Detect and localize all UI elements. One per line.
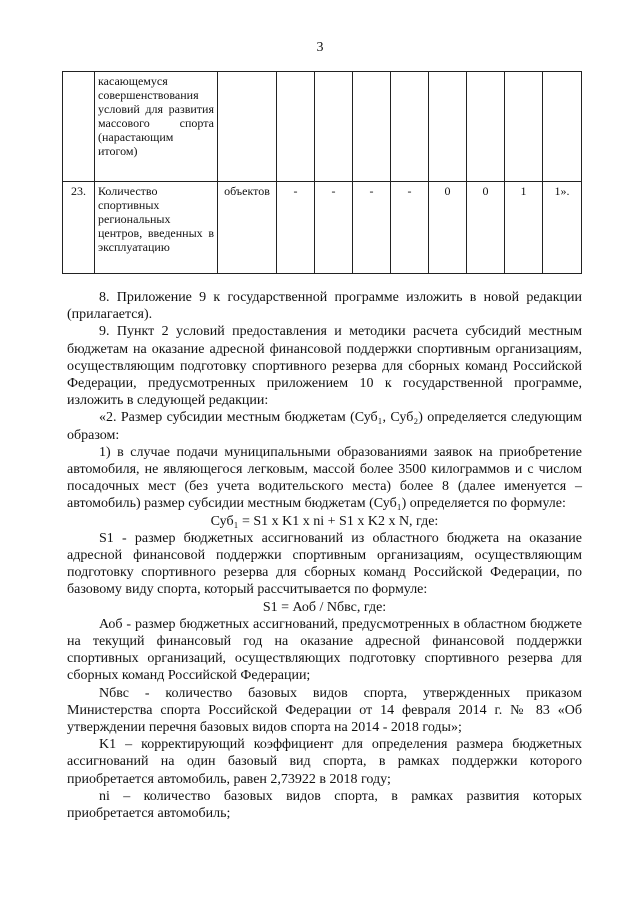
- paragraph: S1 - размер бюджетных ассигнований из областного бюджета на оказание адресной финансовой поддержки спортивным организациям, осуществляющим подготовку спортивного резерва для сборных команд Российской Федерации, по базовому виду спорта, который рассчитывается по формуле:: [67, 530, 582, 598]
- document-body: [67, 289, 582, 822]
- value-cell: [543, 72, 582, 182]
- formula: S1 = Аоб / Nбвс, где:: [262, 599, 387, 615]
- value-cell: -: [353, 182, 391, 274]
- table-row: [63, 182, 582, 274]
- value-cell: 1: [505, 182, 543, 274]
- value-cell: -: [391, 182, 429, 274]
- value-cell: 0: [429, 182, 467, 274]
- paragraph: Nбвс - количество базовых видов спорта, утвержденных приказом Министерства спорта Российской Федерации от 14 февраля 2014 г. № 83 «Об утверждении перечня базовых видов спорта на 2014 - 2018 годы»;: [67, 685, 582, 736]
- paragraph: Аоб - размер бюджетных ассигнований, предусмотренных в областном бюджете на текущий финансовый год на оказание адресной финансовой поддержки спортивных организаций, осуществляющих подготовку спортивного резерва для сборных команд Российской Федерации;: [67, 616, 582, 684]
- value-cell: [429, 72, 467, 182]
- indicator-name-cell: касающемуся совершенствования условий для развития массового спорта (нарастающим итогом): [95, 72, 218, 182]
- value-cell: -: [315, 182, 353, 274]
- value-cell: [315, 72, 353, 182]
- row-number-cell: 23.: [63, 182, 95, 274]
- paragraph: 8. Приложение 9 к государственной программе изложить в новой редакции (прилагается).: [67, 290, 582, 323]
- paragraph: ni – количество базовых видов спорта, в рамках развития которых приобретается автомобиль;: [67, 788, 582, 822]
- paragraph: 1) в случае подачи муниципальными образованиями заявок на приобретение автомобиля, не являющегося легковым, массой более 3500 килограммов и с числом посадочных мест (без учета водительского места) более 8 (далее именуется – автомобиль) размер субсидии местным бюджетам (Суб₁) определяется по формуле:: [67, 444, 582, 512]
- paragraph: 9. Пункт 2 условий предоставления и методики расчета субсидий местным бюджетам на оказание адресной финансовой поддержки спортивным организациям, осуществляющим подготовку спортивного резерва для сборных команд Российской Федерации, предусмотренных приложением 10 к государственной программе, изложить в следующей редакции:: [67, 324, 582, 409]
- value-cell: [467, 72, 505, 182]
- value-cell: [505, 72, 543, 182]
- value-cell: [353, 72, 391, 182]
- indicator-name-cell: Количество спортивных региональных центров, введенных в эксплуатацию: [95, 182, 218, 274]
- page-number: 3: [316, 40, 324, 55]
- value-cell: 1».: [543, 182, 582, 274]
- indicator-table: [62, 71, 582, 274]
- formula: Суб₁ = S1 x K1 x ni + S1 x K2 x N, где:: [210, 513, 439, 529]
- unit-cell: [218, 72, 277, 182]
- paragraph: «2. Размер субсидии местным бюджетам (Суб₁, Суб₂) определяется следующим образом:: [67, 410, 582, 443]
- paragraph: K1 – корректирующий коэффициент для определения размера бюджетных ассигнований на один базовый вид спорта, в рамках поддержки которого приобретается автомобиль, равен 2,73922 в 2018 году;: [67, 737, 582, 787]
- value-cell: 0: [467, 182, 505, 274]
- value-cell: -: [277, 182, 315, 274]
- unit-cell: объектов: [218, 182, 277, 274]
- value-cell: [277, 72, 315, 182]
- table-row: [63, 72, 582, 182]
- row-number-cell: [63, 72, 95, 182]
- value-cell: [391, 72, 429, 182]
